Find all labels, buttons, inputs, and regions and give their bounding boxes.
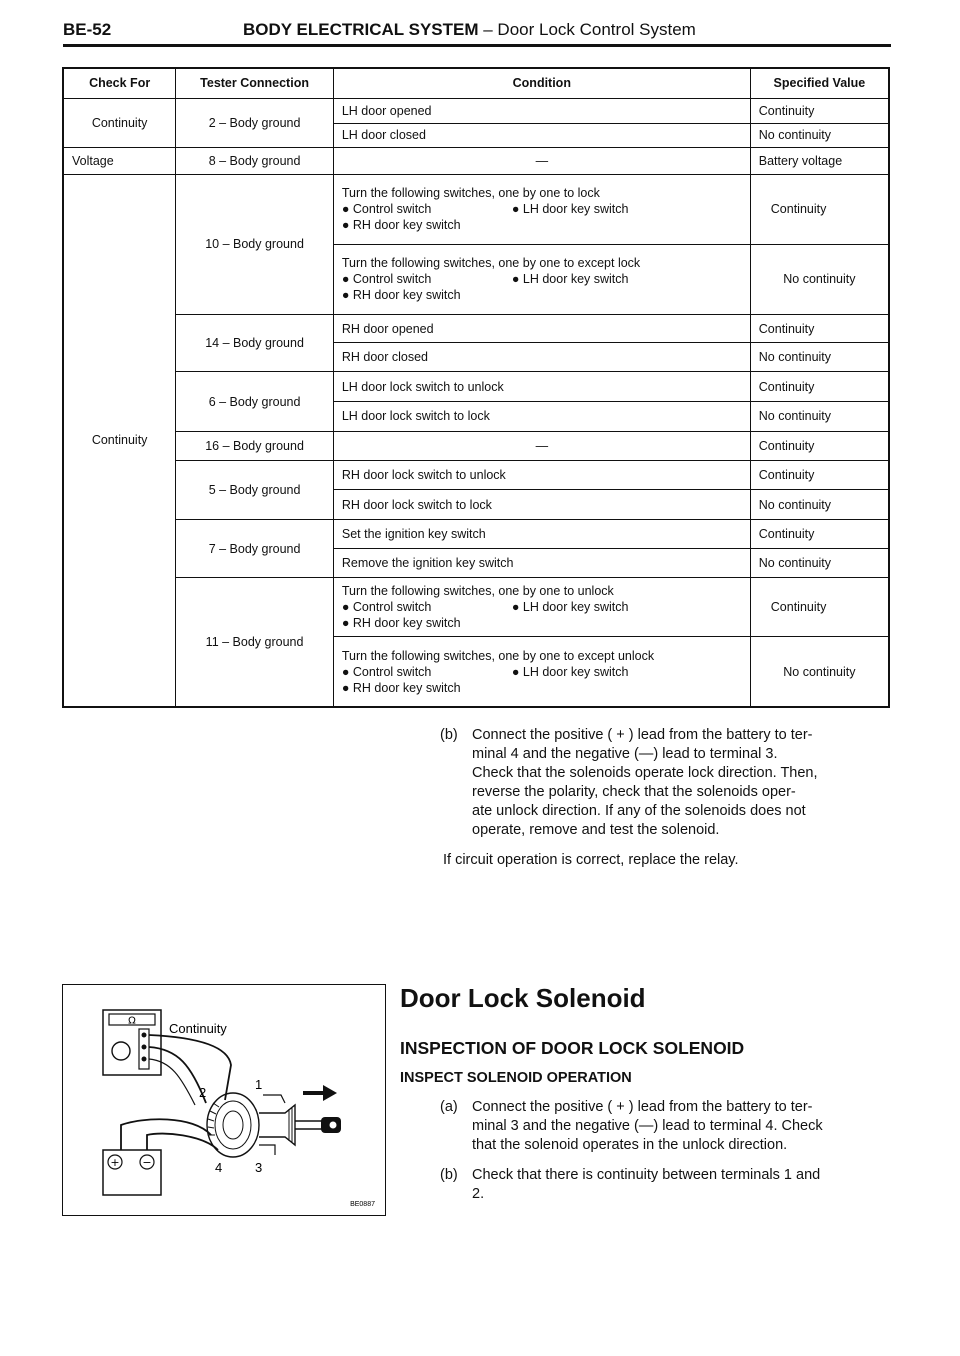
header-rule: [63, 44, 891, 47]
value-cell: Continuity: [750, 520, 889, 549]
value-cell: No continuity: [750, 549, 889, 578]
header-specified-value: Specified Value: [750, 68, 889, 98]
arrow-head-icon: [323, 1085, 337, 1101]
condition-line: Turn the following switches, one by one to except unlock: [341, 648, 655, 663]
step-a-label: (a): [440, 1099, 458, 1115]
condition-line: Turn the following switches, one by one to except lock: [341, 256, 641, 271]
text-line: Check that there is continuity between terminals 1 and: [472, 1167, 821, 1183]
condition-cell: RH door lock switch to unlock: [333, 460, 750, 490]
tester-connection-cell: 6 – Body ground: [176, 372, 334, 432]
rh-key-switch-item: ● RH door key switch: [341, 616, 461, 631]
switch-list: [342, 201, 742, 217]
table-row: [63, 148, 889, 175]
control-switch-item: ● Control switch: [341, 664, 432, 679]
value-cell: No continuity: [750, 244, 889, 314]
switch-list: [342, 271, 742, 287]
terminal-4-label: 4: [215, 1160, 223, 1175]
value-cell: Continuity: [750, 431, 889, 460]
section-heading: Door Lock Solenoid: [400, 983, 646, 1013]
table-row: [63, 460, 889, 490]
step-a-paragraph: [440, 1098, 900, 1158]
control-switch-item: ● Control switch: [341, 600, 432, 615]
text-line: minal 3 and the negative (—) lead to terminal 4. Check: [472, 1118, 823, 1134]
text-line: 2.: [472, 1186, 485, 1202]
table-row: [63, 314, 889, 343]
control-switch-item: ● Control switch: [341, 272, 432, 287]
tester-connection-cell: 16 – Body ground: [176, 431, 334, 460]
step-b2-paragraph: [440, 1166, 900, 1206]
text-line: that the solenoid operates in the unlock direction.: [472, 1137, 788, 1153]
table-row: [63, 98, 889, 123]
value-cell: Continuity: [750, 372, 889, 402]
table-row: [63, 372, 889, 402]
minus-symbol: −: [142, 1156, 152, 1169]
battery-lead-positive: [121, 1119, 211, 1150]
step-b-paragraph: [440, 726, 900, 846]
step-a-text: [472, 1098, 823, 1155]
plunger-ribs: [289, 1107, 292, 1143]
lh-key-switch-item: ● LH door key switch: [511, 272, 629, 287]
switch-list: [342, 599, 742, 615]
figure-code: BE0887: [350, 1201, 375, 1208]
subsection-heading: INSPECTION OF DOOR LOCK SOLENOID: [400, 1038, 745, 1058]
terminal-3-label: 3: [255, 1160, 263, 1175]
plus-symbol: +: [110, 1156, 120, 1169]
page-title: [243, 20, 696, 40]
terminal-2-label: 2: [199, 1085, 207, 1100]
rh-key-switch-item: ● RH door key switch: [341, 288, 461, 303]
text-line: minal 4 and the negative (—) lead to terminal 3.: [472, 746, 778, 762]
condition-cell: —: [333, 148, 750, 175]
value-cell: No continuity: [750, 123, 889, 148]
table-header-row: [63, 68, 889, 98]
lh-key-switch-item: ● LH door key switch: [511, 600, 629, 615]
solenoid-coil: [215, 1101, 251, 1149]
terminal-1-lead: [263, 1095, 285, 1103]
text-line: Check that the solenoids operate lock direction. Then,: [472, 765, 818, 781]
condition-cell: RH door opened: [333, 314, 750, 343]
value-cell: No continuity: [750, 637, 889, 707]
condition-line: Turn the following switches, one by one to unlock: [341, 584, 614, 599]
step-b2-label: (b): [440, 1167, 458, 1183]
table-row: [63, 577, 889, 637]
text-line: operate, remove and test the solenoid.: [472, 822, 720, 838]
condition-cell: [333, 244, 750, 314]
tester-connection-cell: 14 – Body ground: [176, 314, 334, 372]
condition-cell: LH door lock switch to unlock: [333, 372, 750, 402]
condition-cell: LH door closed: [333, 123, 750, 148]
battery-lead-negative: [147, 1134, 218, 1150]
terminal-1-label: 1: [255, 1077, 263, 1092]
section-title: BODY ELECTRICAL SYSTEM: [243, 20, 479, 39]
page-number: BE-52: [63, 20, 112, 39]
lh-key-switch-item: ● LH door key switch: [511, 664, 629, 679]
condition-cell: [333, 577, 750, 637]
value-cell: No continuity: [750, 343, 889, 372]
value-cell: Continuity: [750, 577, 889, 637]
text-line: reverse the polarity, check that the solenoids oper-: [472, 784, 796, 800]
tester-connection-cell: 5 – Body ground: [176, 460, 334, 520]
tester-connection-cell: 7 – Body ground: [176, 520, 334, 578]
rh-key-switch-item: ● RH door key switch: [341, 218, 461, 233]
plunger-housing: [259, 1105, 295, 1145]
table-row: [63, 431, 889, 460]
check-for-cell: Voltage: [63, 148, 176, 175]
tester-connection-cell: 11 – Body ground: [176, 577, 334, 707]
jack-icon: [142, 1033, 147, 1038]
switch-list: [342, 664, 742, 680]
terminal-3-lead: [259, 1145, 275, 1155]
ohmmeter-dial-icon: [112, 1042, 130, 1060]
step-heading: INSPECT SOLENOID OPERATION: [400, 1070, 632, 1086]
relay-note: If circuit operation is correct, replace the relay.: [443, 852, 739, 868]
rh-key-switch-item: ● RH door key switch: [341, 680, 461, 695]
text-line: ate unlock direction. If any of the solenoids does not: [472, 803, 806, 819]
table-row: [63, 520, 889, 549]
value-cell: Battery voltage: [750, 148, 889, 175]
title-separator: –: [478, 20, 498, 39]
condition-cell: Set the ignition key switch: [333, 520, 750, 549]
value-cell: No continuity: [750, 490, 889, 520]
condition-cell: LH door lock switch to lock: [333, 402, 750, 432]
header-condition: Condition: [333, 68, 750, 98]
value-cell: Continuity: [750, 314, 889, 343]
diagram-svg: [63, 985, 385, 1215]
condition-line: Turn the following switches, one by one to lock: [341, 186, 600, 201]
check-for-cell: Continuity: [63, 174, 176, 707]
check-for-cell: Continuity: [63, 98, 176, 147]
condition-cell: LH door opened: [333, 98, 750, 123]
rod-end-hole: [330, 1122, 337, 1129]
table-row: [63, 174, 889, 244]
solenoid-test-diagram: [62, 984, 386, 1216]
coil-winding: [208, 1103, 219, 1135]
condition-cell: [333, 174, 750, 244]
jack-icon: [142, 1057, 147, 1062]
text-line: Connect the positive ( + ) lead from the battery to ter-: [472, 727, 813, 743]
value-cell: Continuity: [750, 174, 889, 244]
condition-cell: RH door lock switch to lock: [333, 490, 750, 520]
tester-connection-cell: 2 – Body ground: [176, 98, 334, 147]
step-b-text: [472, 726, 818, 840]
control-switch-item: ● Control switch: [341, 202, 432, 217]
step-b2-text: [472, 1166, 820, 1204]
value-cell: Continuity: [750, 460, 889, 490]
step-b-label: (b): [440, 727, 458, 743]
ohm-symbol: Ω: [128, 1015, 136, 1027]
lh-key-switch-item: ● LH door key switch: [511, 202, 629, 217]
solenoid-core: [223, 1111, 243, 1139]
inspection-table: [62, 67, 890, 708]
jack-icon: [142, 1045, 147, 1050]
header-tester-connection: Tester Connection: [176, 68, 334, 98]
condition-cell: Remove the ignition key switch: [333, 549, 750, 578]
value-cell: Continuity: [750, 98, 889, 123]
header-check-for: Check For: [63, 68, 176, 98]
condition-cell: —: [333, 431, 750, 460]
condition-cell: RH door closed: [333, 343, 750, 372]
tester-connection-cell: 10 – Body ground: [176, 174, 334, 314]
text-line: Connect the positive ( + ) lead from the battery to ter-: [472, 1099, 813, 1115]
continuity-label: Continuity: [169, 1021, 227, 1036]
value-cell: No continuity: [750, 402, 889, 432]
plunger-rod: [295, 1121, 325, 1129]
meter-lead: [149, 1059, 195, 1105]
subsection-title: Door Lock Control System: [497, 20, 696, 39]
condition-cell: [333, 637, 750, 707]
tester-connection-cell: 8 – Body ground: [176, 148, 334, 175]
